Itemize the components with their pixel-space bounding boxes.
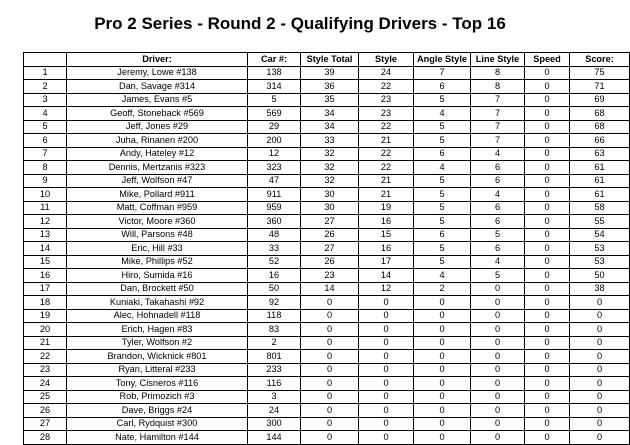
table-row [24, 282, 630, 296]
cell-score: 0 [570, 336, 630, 350]
cell-score: 71 [570, 80, 630, 94]
cell-style: 21 [359, 174, 414, 188]
cell-speed: 0 [525, 66, 570, 80]
cell-style: 0 [359, 377, 414, 391]
cell-angle-style: 0 [414, 363, 471, 377]
cell-style: 22 [359, 147, 414, 161]
cell-speed: 0 [525, 255, 570, 269]
cell-score: 75 [570, 66, 630, 80]
cell-car-number: 314 [248, 80, 301, 94]
cell-car-number: 12 [248, 147, 301, 161]
cell-rank: 8 [24, 161, 67, 175]
cell-score: 0 [570, 377, 630, 391]
cell-rank: 11 [24, 201, 67, 215]
cell-car-number: 48 [248, 228, 301, 242]
cell-style: 24 [359, 66, 414, 80]
cell-speed: 0 [525, 336, 570, 350]
cell-rank: 13 [24, 228, 67, 242]
cell-driver: Ryan, Litteral #233 [67, 363, 248, 377]
cell-speed: 0 [525, 296, 570, 310]
cell-speed: 0 [525, 93, 570, 107]
cell-angle-style: 0 [414, 431, 471, 445]
cell-angle-style: 6 [414, 228, 471, 242]
table-row [24, 323, 630, 337]
cell-speed: 0 [525, 417, 570, 431]
table-row [24, 201, 630, 215]
cell-score: 0 [570, 431, 630, 445]
cell-score: 53 [570, 242, 630, 256]
cell-rank: 3 [24, 93, 67, 107]
cell-style: 0 [359, 323, 414, 337]
cell-score: 66 [570, 134, 630, 148]
cell-score: 38 [570, 282, 630, 296]
cell-car-number: 569 [248, 107, 301, 121]
table-row [24, 161, 630, 175]
cell-speed: 0 [525, 228, 570, 242]
column-header-line-style: Line Style [471, 53, 525, 67]
cell-rank: 26 [24, 404, 67, 418]
table-row [24, 417, 630, 431]
cell-line-style: 0 [471, 363, 525, 377]
cell-car-number: 83 [248, 323, 301, 337]
cell-score: 69 [570, 93, 630, 107]
cell-driver: Will, Parsons #48 [67, 228, 248, 242]
cell-angle-style: 7 [414, 66, 471, 80]
cell-score: 68 [570, 120, 630, 134]
cell-style: 15 [359, 228, 414, 242]
cell-style: 0 [359, 363, 414, 377]
cell-style-total: 23 [301, 269, 359, 283]
cell-style: 0 [359, 404, 414, 418]
cell-line-style: 0 [471, 282, 525, 296]
cell-angle-style: 6 [414, 80, 471, 94]
column-header-car-number: Car #: [248, 53, 301, 67]
cell-driver: Andy, Hateley #12 [67, 147, 248, 161]
cell-angle-style: 0 [414, 323, 471, 337]
cell-speed: 0 [525, 309, 570, 323]
cell-line-style: 0 [471, 323, 525, 337]
table-row [24, 80, 630, 94]
cell-style: 16 [359, 215, 414, 229]
cell-style: 0 [359, 350, 414, 364]
cell-driver: Matt, Coffman #959 [67, 201, 248, 215]
cell-car-number: 801 [248, 350, 301, 364]
cell-style-total: 26 [301, 255, 359, 269]
cell-rank: 15 [24, 255, 67, 269]
cell-driver: Dave, Briggs #24 [67, 404, 248, 418]
cell-line-style: 0 [471, 431, 525, 445]
cell-rank: 24 [24, 377, 67, 391]
cell-car-number: 52 [248, 255, 301, 269]
table-row [24, 120, 630, 134]
cell-style-total: 34 [301, 107, 359, 121]
cell-angle-style: 5 [414, 242, 471, 256]
cell-speed: 0 [525, 161, 570, 175]
cell-line-style: 7 [471, 107, 525, 121]
cell-line-style: 4 [471, 188, 525, 202]
cell-style: 0 [359, 390, 414, 404]
table-row [24, 431, 630, 445]
cell-car-number: 300 [248, 417, 301, 431]
cell-speed: 0 [525, 201, 570, 215]
cell-rank: 14 [24, 242, 67, 256]
cell-line-style: 8 [471, 80, 525, 94]
cell-speed: 0 [525, 431, 570, 445]
cell-rank: 1 [24, 66, 67, 80]
cell-driver: Jeff, Jones #29 [67, 120, 248, 134]
column-header-style-total: Style Total [301, 53, 359, 67]
cell-angle-style: 5 [414, 120, 471, 134]
cell-score: 0 [570, 363, 630, 377]
table-row [24, 363, 630, 377]
cell-speed: 0 [525, 404, 570, 418]
cell-speed: 0 [525, 215, 570, 229]
cell-driver: Brandon, Wicknick #801 [67, 350, 248, 364]
cell-speed: 0 [525, 134, 570, 148]
cell-driver: James, Evans #5 [67, 93, 248, 107]
cell-speed: 0 [525, 120, 570, 134]
cell-driver: Victor, Moore #360 [67, 215, 248, 229]
cell-speed: 0 [525, 269, 570, 283]
cell-angle-style: 0 [414, 336, 471, 350]
cell-angle-style: 4 [414, 107, 471, 121]
cell-car-number: 50 [248, 282, 301, 296]
cell-score: 58 [570, 201, 630, 215]
cell-style: 14 [359, 269, 414, 283]
cell-rank: 10 [24, 188, 67, 202]
cell-rank: 22 [24, 350, 67, 364]
cell-style-total: 0 [301, 296, 359, 310]
cell-style: 22 [359, 161, 414, 175]
cell-style: 22 [359, 120, 414, 134]
cell-score: 50 [570, 269, 630, 283]
table-row [24, 134, 630, 148]
table-row [24, 188, 630, 202]
cell-style: 21 [359, 188, 414, 202]
cell-line-style: 6 [471, 215, 525, 229]
page-title: Pro 2 Series - Round 2 - Qualifying Drivers - Top 16 [94, 14, 506, 33]
cell-driver: Dennis, Mertzanis #323 [67, 161, 248, 175]
cell-rank: 25 [24, 390, 67, 404]
cell-line-style: 7 [471, 93, 525, 107]
cell-driver: Geoff, Stoneback #569 [67, 107, 248, 121]
cell-style: 0 [359, 296, 414, 310]
table-row [24, 242, 630, 256]
cell-score: 68 [570, 107, 630, 121]
cell-line-style: 4 [471, 255, 525, 269]
cell-speed: 0 [525, 390, 570, 404]
cell-angle-style: 2 [414, 282, 471, 296]
cell-rank: 27 [24, 417, 67, 431]
cell-rank: 21 [24, 336, 67, 350]
table-row [24, 107, 630, 121]
cell-driver: Tyler, Wolfson #2 [67, 336, 248, 350]
cell-rank: 7 [24, 147, 67, 161]
cell-car-number: 116 [248, 377, 301, 391]
cell-car-number: 144 [248, 431, 301, 445]
cell-style-total: 0 [301, 431, 359, 445]
cell-rank: 2 [24, 80, 67, 94]
cell-style-total: 14 [301, 282, 359, 296]
cell-style: 22 [359, 80, 414, 94]
cell-style-total: 0 [301, 336, 359, 350]
cell-style-total: 30 [301, 188, 359, 202]
cell-angle-style: 5 [414, 174, 471, 188]
cell-style-total: 32 [301, 161, 359, 175]
cell-driver: Jeff, Wolfson #47 [67, 174, 248, 188]
table-row [24, 336, 630, 350]
cell-score: 0 [570, 350, 630, 364]
cell-score: 54 [570, 228, 630, 242]
cell-rank: 23 [24, 363, 67, 377]
cell-line-style: 7 [471, 134, 525, 148]
cell-driver: Alec, Hohnadell #118 [67, 309, 248, 323]
cell-line-style: 6 [471, 242, 525, 256]
cell-driver: Eric, Hill #33 [67, 242, 248, 256]
cell-driver: Rob, Primozich #3 [67, 390, 248, 404]
cell-car-number: 2 [248, 336, 301, 350]
cell-line-style: 0 [471, 404, 525, 418]
cell-car-number: 16 [248, 269, 301, 283]
cell-line-style: 0 [471, 417, 525, 431]
cell-angle-style: 4 [414, 161, 471, 175]
cell-driver: Nate, Hamilton #144 [67, 431, 248, 445]
cell-score: 63 [570, 147, 630, 161]
table-row [24, 66, 630, 80]
cell-score: 0 [570, 390, 630, 404]
cell-driver: Jeremy, Lowe #138 [67, 66, 248, 80]
cell-style-total: 39 [301, 66, 359, 80]
cell-driver: Tony, Cisneros #116 [67, 377, 248, 391]
table-row [24, 309, 630, 323]
cell-speed: 0 [525, 363, 570, 377]
cell-style: 23 [359, 93, 414, 107]
cell-style: 0 [359, 309, 414, 323]
cell-style-total: 34 [301, 120, 359, 134]
cell-score: 0 [570, 296, 630, 310]
cell-speed: 0 [525, 350, 570, 364]
table-row [24, 147, 630, 161]
table-row [24, 255, 630, 269]
cell-car-number: 5 [248, 93, 301, 107]
cell-score: 61 [570, 188, 630, 202]
cell-line-style: 0 [471, 296, 525, 310]
cell-score: 0 [570, 323, 630, 337]
cell-line-style: 5 [471, 269, 525, 283]
cell-car-number: 92 [248, 296, 301, 310]
table-row [24, 390, 630, 404]
cell-driver: Kuniaki, Takahashi #92 [67, 296, 248, 310]
cell-rank: 6 [24, 134, 67, 148]
cell-line-style: 0 [471, 350, 525, 364]
cell-speed: 0 [525, 282, 570, 296]
cell-style-total: 0 [301, 363, 359, 377]
table-row [24, 350, 630, 364]
cell-angle-style: 5 [414, 134, 471, 148]
cell-style-total: 0 [301, 377, 359, 391]
cell-angle-style: 0 [414, 390, 471, 404]
cell-line-style: 0 [471, 336, 525, 350]
cell-style-total: 32 [301, 147, 359, 161]
cell-angle-style: 0 [414, 417, 471, 431]
cell-line-style: 8 [471, 66, 525, 80]
cell-speed: 0 [525, 174, 570, 188]
cell-score: 61 [570, 161, 630, 175]
cell-car-number: 138 [248, 66, 301, 80]
table-row [24, 296, 630, 310]
cell-driver: Carl, Rydquist #300 [67, 417, 248, 431]
cell-angle-style: 5 [414, 215, 471, 229]
cell-line-style: 6 [471, 174, 525, 188]
cell-line-style: 0 [471, 377, 525, 391]
cell-speed: 0 [525, 323, 570, 337]
cell-style-total: 0 [301, 350, 359, 364]
cell-speed: 0 [525, 107, 570, 121]
cell-driver: Dan, Brockett #50 [67, 282, 248, 296]
cell-style: 21 [359, 134, 414, 148]
cell-line-style: 7 [471, 120, 525, 134]
cell-car-number: 233 [248, 363, 301, 377]
table-row [24, 404, 630, 418]
cell-rank: 12 [24, 215, 67, 229]
column-header-score: Score: [570, 53, 630, 67]
cell-style-total: 0 [301, 309, 359, 323]
cell-speed: 0 [525, 242, 570, 256]
cell-style-total: 27 [301, 242, 359, 256]
cell-rank: 18 [24, 296, 67, 310]
column-header-speed: Speed [525, 53, 570, 67]
cell-speed: 0 [525, 377, 570, 391]
cell-rank: 20 [24, 323, 67, 337]
cell-style: 17 [359, 255, 414, 269]
cell-driver: Mike, Pollard #911 [67, 188, 248, 202]
column-header-driver: Driver: [67, 53, 248, 67]
cell-driver: Dan, Savage #314 [67, 80, 248, 94]
cell-angle-style: 0 [414, 296, 471, 310]
table-header-row [24, 53, 630, 67]
cell-car-number: 33 [248, 242, 301, 256]
cell-angle-style: 0 [414, 309, 471, 323]
cell-angle-style: 0 [414, 404, 471, 418]
table-body [24, 66, 630, 444]
cell-style-total: 0 [301, 417, 359, 431]
cell-driver: Hiro, Sumida #16 [67, 269, 248, 283]
cell-angle-style: 5 [414, 93, 471, 107]
cell-rank: 17 [24, 282, 67, 296]
cell-rank: 19 [24, 309, 67, 323]
cell-car-number: 3 [248, 390, 301, 404]
cell-style-total: 0 [301, 323, 359, 337]
cell-rank: 5 [24, 120, 67, 134]
cell-style-total: 36 [301, 80, 359, 94]
cell-car-number: 29 [248, 120, 301, 134]
cell-style: 16 [359, 242, 414, 256]
column-header-angle-style: Angle Style [414, 53, 471, 67]
cell-style-total: 0 [301, 390, 359, 404]
cell-style-total: 30 [301, 201, 359, 215]
cell-style: 12 [359, 282, 414, 296]
cell-line-style: 4 [471, 147, 525, 161]
table-row [24, 93, 630, 107]
table-row [24, 228, 630, 242]
cell-line-style: 5 [471, 228, 525, 242]
cell-style-total: 32 [301, 174, 359, 188]
cell-car-number: 360 [248, 215, 301, 229]
cell-line-style: 6 [471, 201, 525, 215]
cell-style-total: 27 [301, 215, 359, 229]
cell-rank: 28 [24, 431, 67, 445]
cell-style-total: 0 [301, 404, 359, 418]
cell-angle-style: 6 [414, 147, 471, 161]
cell-angle-style: 5 [414, 201, 471, 215]
cell-style: 0 [359, 431, 414, 445]
cell-car-number: 959 [248, 201, 301, 215]
cell-style-total: 33 [301, 134, 359, 148]
cell-car-number: 323 [248, 161, 301, 175]
cell-angle-style: 5 [414, 255, 471, 269]
table-row [24, 215, 630, 229]
cell-score: 61 [570, 174, 630, 188]
cell-score: 55 [570, 215, 630, 229]
cell-speed: 0 [525, 147, 570, 161]
cell-car-number: 47 [248, 174, 301, 188]
table-row [24, 377, 630, 391]
cell-angle-style: 0 [414, 350, 471, 364]
cell-car-number: 24 [248, 404, 301, 418]
cell-rank: 9 [24, 174, 67, 188]
cell-car-number: 200 [248, 134, 301, 148]
cell-car-number: 911 [248, 188, 301, 202]
cell-angle-style: 4 [414, 269, 471, 283]
cell-style: 0 [359, 417, 414, 431]
cell-score: 0 [570, 309, 630, 323]
cell-rank: 16 [24, 269, 67, 283]
cell-score: 53 [570, 255, 630, 269]
cell-driver: Erich, Hagen #83 [67, 323, 248, 337]
column-header-rank [24, 53, 67, 67]
cell-speed: 0 [525, 188, 570, 202]
cell-style-total: 35 [301, 93, 359, 107]
column-header-style: Style [359, 53, 414, 67]
cell-rank: 4 [24, 107, 67, 121]
cell-speed: 0 [525, 80, 570, 94]
cell-line-style: 6 [471, 161, 525, 175]
cell-style: 19 [359, 201, 414, 215]
cell-car-number: 118 [248, 309, 301, 323]
cell-line-style: 0 [471, 309, 525, 323]
qualifying-results-table [23, 52, 630, 445]
cell-angle-style: 0 [414, 377, 471, 391]
table-row [24, 269, 630, 283]
cell-driver: Mike, Phillips #52 [67, 255, 248, 269]
cell-driver: Juha, Rinanen #200 [67, 134, 248, 148]
cell-line-style: 0 [471, 390, 525, 404]
cell-angle-style: 5 [414, 188, 471, 202]
cell-style: 0 [359, 336, 414, 350]
table-row [24, 174, 630, 188]
cell-score: 0 [570, 417, 630, 431]
cell-score: 0 [570, 404, 630, 418]
cell-style: 23 [359, 107, 414, 121]
cell-style-total: 26 [301, 228, 359, 242]
